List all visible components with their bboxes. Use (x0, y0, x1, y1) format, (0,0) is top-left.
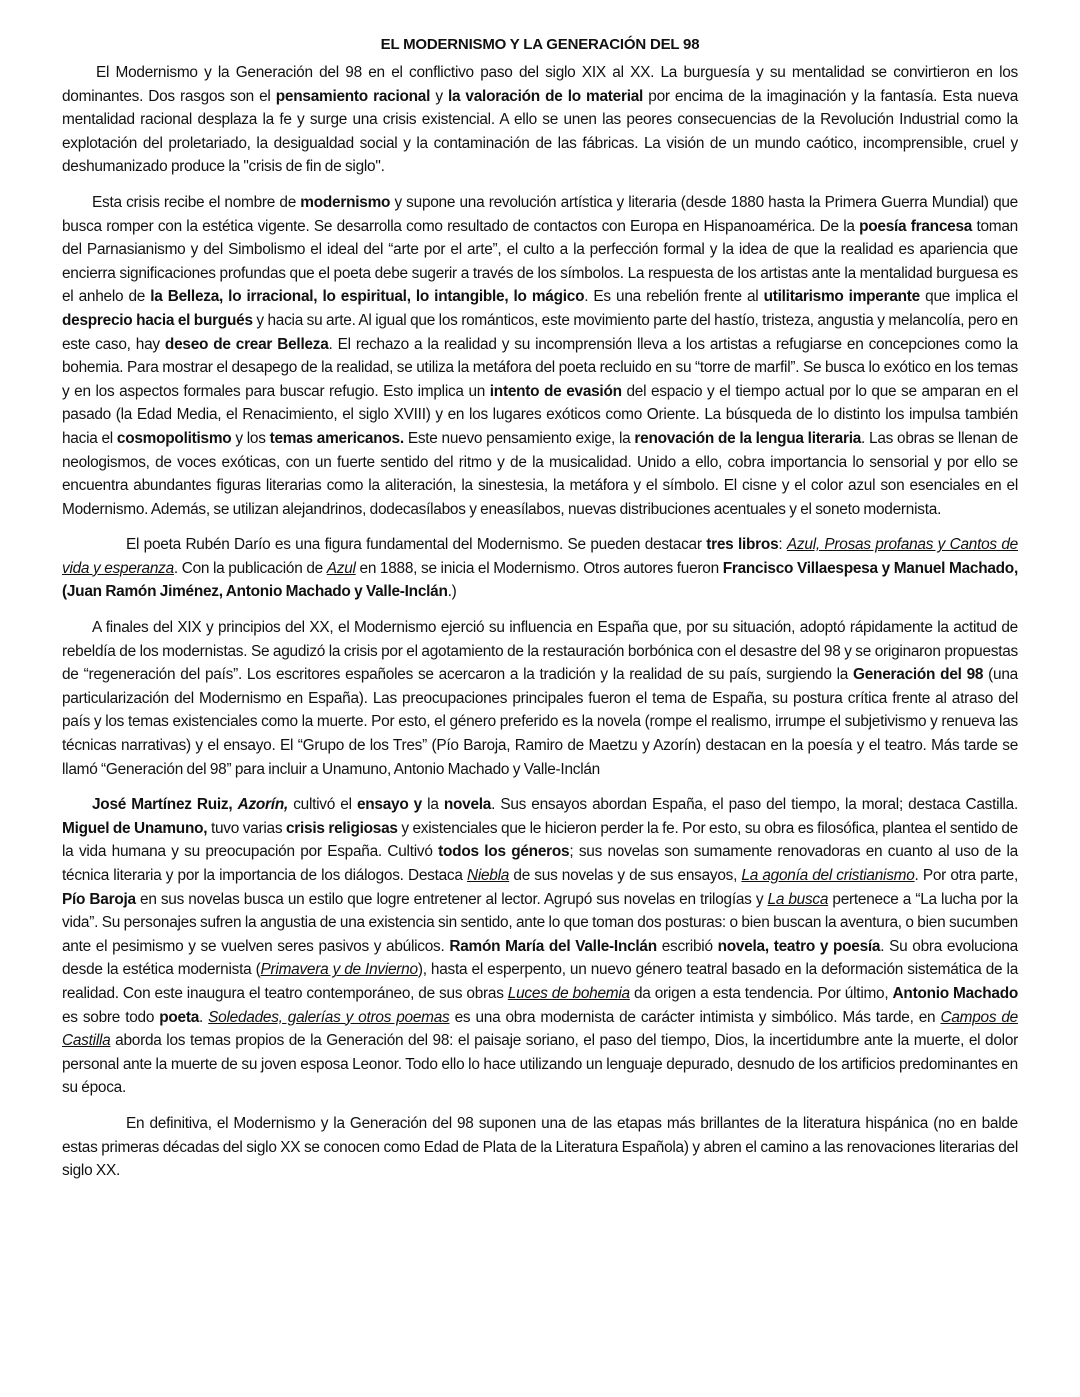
text-run: y existenciales que le hicieron perder la fe. Por esto, su obra es filosófica, plantea el sentido de la vida humana y su preocupación por España. Cultivó (62, 819, 1018, 861)
emphasis-text: pensamiento racional (275, 87, 431, 105)
paragraph (62, 533, 1018, 604)
emphasis-text: temas americanos. (269, 429, 404, 447)
emphasis-text: poeta (159, 1008, 200, 1026)
emphasis-text: la Belleza, lo irracional, lo espiritual, lo intangible, lo mágico (150, 288, 585, 306)
text-run: del espacio y el tiempo actual por lo que se amparan en el pasado (la Edad Media, el Renacimiento, el siglo XVIII) y en los lugares exóticos como Oriente. La búsqueda de lo distinto los impulsa también hacia el (62, 382, 1018, 447)
emphasis-text: intento de evasión (489, 382, 622, 400)
text-run: que implica el (920, 288, 1018, 306)
text-run: tuvo varias (207, 819, 286, 837)
paragraph (62, 1112, 1018, 1183)
emphasis-text: tres libros (706, 536, 779, 554)
emphasis-text: desprecio hacia el burgués (62, 311, 253, 329)
text-run: . Las obras se llenan de neologismos, de voces exóticas, con un fuerte sentido del ritmo y de la musicalidad. Unido a ello, cobra importancia lo sensorial y por ello se encuentra abundantes figuras literarias como la aliteración, la sinestesia, la metáfora y el símbolo. El cisne y el color azul son esenciales en el Modernismo. Además, se utilizan alejandrinos, dodecasílabos y eneasílabos, nuevas distribuciones acentuales y el soneto modernista. (62, 429, 1019, 518)
emphasis-text: Miguel de Unamuno, (62, 819, 208, 837)
document-title: EL MODERNISMO Y LA GENERACIÓN DEL 98 (380, 36, 700, 53)
emphasis-text: Francisco Villaespesa y Manuel Machado, (Juan Ramón Jiménez, Antonio Machado y Valle-Inclán (62, 559, 1018, 601)
paragraph (62, 61, 1018, 179)
emphasis-text: la valoración de lo material (447, 87, 644, 105)
emphasis-text: José Martínez Ruiz, (92, 796, 238, 814)
text-run: El poeta Rubén Darío es una figura fundamental del Modernismo. Se pueden destacar (126, 536, 707, 554)
emphasis-text: cosmopolitismo (116, 429, 232, 447)
text-run: en 1888, se inicia el Modernismo. Otros autores fueron (355, 559, 723, 577)
text-run: por encima de la imaginación y la fantasía. Esta nueva mentalidad racional desplaza la fe y surge una crisis existencial. A ello se unen las peores consecuencias de la Revolución Industrial como la explotación del proletariado, la desigualdad social y la contaminación de las fábricas. La visión de un mundo caótico, incomprensible, cruel y deshumanizado produce la "crisis de fin de siglo". (62, 87, 1019, 176)
text-run: y supone una revolución artística y literaria (desde 1880 hasta la Primera Guerra Mundial) que busca romper con la estética vigente. Se desarrolla como resultado de contactos con Europa en Hispanoamérica. De la (62, 193, 1018, 235)
text-run: es una obra modernista de carácter intimista y simbólico. Más tarde, en (449, 1008, 941, 1026)
text-run: Este nuevo pensamiento exige, la (403, 429, 635, 447)
text-run: A finales del XIX y principios del XX, el Modernismo ejerció su influencia en España que, por su situación, adoptó rápidamente la actitud de rebeldía de los modernistas. Se agudizó la crisis por el agotamiento de la restauración borbónica con el desastre del 98 y se originaron propuestas de “regeneración del país”. Los escritores españoles se acercaron a la tradición y la realidad de su país, surgiendo la (62, 619, 1018, 684)
text-run: da origen a esta tendencia. Por último, (629, 984, 893, 1002)
book-title: La busca (767, 890, 829, 908)
emphasis-text: novela (443, 796, 492, 814)
book-title: La agonía del cristianismo (741, 867, 915, 884)
emphasis-text: poesía francesa (859, 217, 973, 235)
emphasis-text: ensayo y (356, 796, 422, 814)
text-run: es sobre todo (62, 1008, 160, 1026)
paragraph (62, 191, 1018, 521)
text-run: toman del Parnasianismo y del Simbolismo el ideal del “arte por el arte”, el culto a la perfección formal y la idea de que la realidad es apariencia que encierra significaciones profundas que el poeta debe sugerir a través de los símbolos. La respuesta de los artistas ante la mentalidad burguesa es el anhelo de (62, 217, 1018, 306)
text-run: (una particularización del Modernismo en España). Las preocupaciones principales fueron el tema de España, su postura crítica frente al atraso del país y los temas existenciales como la muerte. Por esto, el género preferido es la novela (rompe el realismo, irrumpe el subjetivismo y renueva las técnicas narrativas) y el ensayo. El “Grupo de los Tres” (Pío Baroja, Ramiro de Maetzu y Azorín) destacan en la poesía y el teatro. Más tarde se llamó “Generación del 98” para incluir a Unamuno, Antonio Machado y Valle-Inclán (62, 666, 1018, 778)
text-run: pertenece a “La lucha por la vida”. Su personajes sufren la angustia de una existencia sin sentido, ante lo que toman dos posturas: o bien buscan la aventura, o bien sucumben ante el pesimismo y se vuelven seres pasivos y abúlicos. (62, 890, 1018, 955)
text-run: .) (447, 583, 457, 601)
emphasis-text: todos los géneros (438, 843, 570, 861)
emphasis-text: novela, teatro y poesía (717, 937, 881, 955)
book-title: Campos de Castilla (62, 1008, 1018, 1050)
text-run: . (199, 1008, 209, 1026)
text-run: y los (231, 429, 270, 447)
book-title: Azul (326, 559, 356, 577)
text-run: ), hasta el esperpento, un nuevo género teatral basado en la deformación sistemática de la realidad. Con este inaugura el teatro contemporáneo, de sus obras (62, 961, 1019, 1002)
text-run: ; sus novelas son sumamente renovadoras en cuanto al uso de la técnica literaria y por la importancia de los diálogos. Destaca (62, 843, 1018, 884)
paragraph (62, 793, 1018, 1100)
emphasis-text: deseo de crear Belleza (164, 335, 329, 353)
text-run: . Con la publicación de (173, 559, 327, 577)
text-run: aborda los temas propios de la Generación del 98: el paisaje soriano, el paso del tiempo, Dios, la incertidumbre ante la muerte, el dolor personal ante la muerte de su joven esposa Leonor. Todo ello lo hace utilizando un lenguaje depurado, desnudo de los artificios predominantes en su época. (62, 1032, 1018, 1097)
emphasis-text: Antonio Machado (892, 984, 1019, 1002)
emphasis-text: modernismo (300, 193, 391, 211)
emphasis-text: renovación de la lengua literaria (634, 429, 862, 447)
emphasis-text: Ramón María del Valle-Inclán (449, 937, 657, 955)
emphasis-text: Generación del 98 (853, 666, 984, 684)
text-run: . El rechazo a la realidad y su incomprensión lleva a los artistas a refugiarse en concepciones como la bohemia. Para mostrar el desapego de la realidad, se utiliza la metáfora del poeta recluido en su “torre de marfil”. Se busca lo exótico en los temas y en los aspectos formales para buscar refugio. Esto implica un (62, 335, 1018, 400)
book-title: Azul, Prosas profanas y Cantos de vida y esperanza (62, 536, 1018, 577)
text-run: El Modernismo y la Generación del 98 en el conflictivo paso del siglo XIX al XX. La burguesía y su mentalidad se convirtieron en los dominantes. Dos rasgos son el (62, 64, 1018, 105)
emphasis-text: utilitarismo imperante (763, 288, 920, 306)
paragraph (62, 616, 1018, 781)
document-body (62, 61, 1018, 1183)
text-run: escribió (656, 937, 718, 955)
book-title: Luces de bohemia (507, 984, 630, 1002)
text-run: y hacia su arte. Al igual que los románticos, este movimiento parte del hastío, tristeza, angustia y melancolía, pero en este caso, hay (62, 311, 1018, 353)
text-run: cultivó el (288, 796, 357, 814)
text-run: . Es una rebelión frente al (584, 288, 764, 306)
text-run: de sus novelas y de sus ensayos, (509, 867, 742, 884)
text-run: y (430, 87, 448, 105)
text-run: En definitiva, el Modernismo y la Generación del 98 suponen una de las etapas más brillantes de la literatura hispánica (no en balde estas primeras décadas del siglo XX se conocen como Edad de Plata de la Literatura Española) y abren el camino a las renovaciones literarias del siglo XX. (62, 1114, 1018, 1180)
text-run: . Su obra evoluciona desde la estética modernista ( (62, 937, 1018, 979)
text-run: : (778, 536, 787, 554)
book-title: Niebla (466, 867, 510, 884)
text-run: la (421, 796, 444, 814)
book-title: Primavera y de Invierno (260, 961, 418, 979)
emphasis-text: Azorín, (237, 796, 288, 814)
text-run: . Por otra parte, (914, 867, 1019, 884)
text-run: . Sus ensayos abordan España, el paso del tiempo, la moral; destaca Castilla. (491, 796, 1018, 814)
text-run: en sus novelas busca un estilo que logre entretener al lector. Agrupó sus novelas en trilogías y (135, 890, 768, 908)
emphasis-text: crisis religiosas (285, 819, 398, 837)
book-title: Soledades, galerías y otros poemas (208, 1008, 450, 1026)
emphasis-text: Pío Baroja (62, 890, 136, 908)
text-run: Esta crisis recibe el nombre de (92, 193, 301, 211)
